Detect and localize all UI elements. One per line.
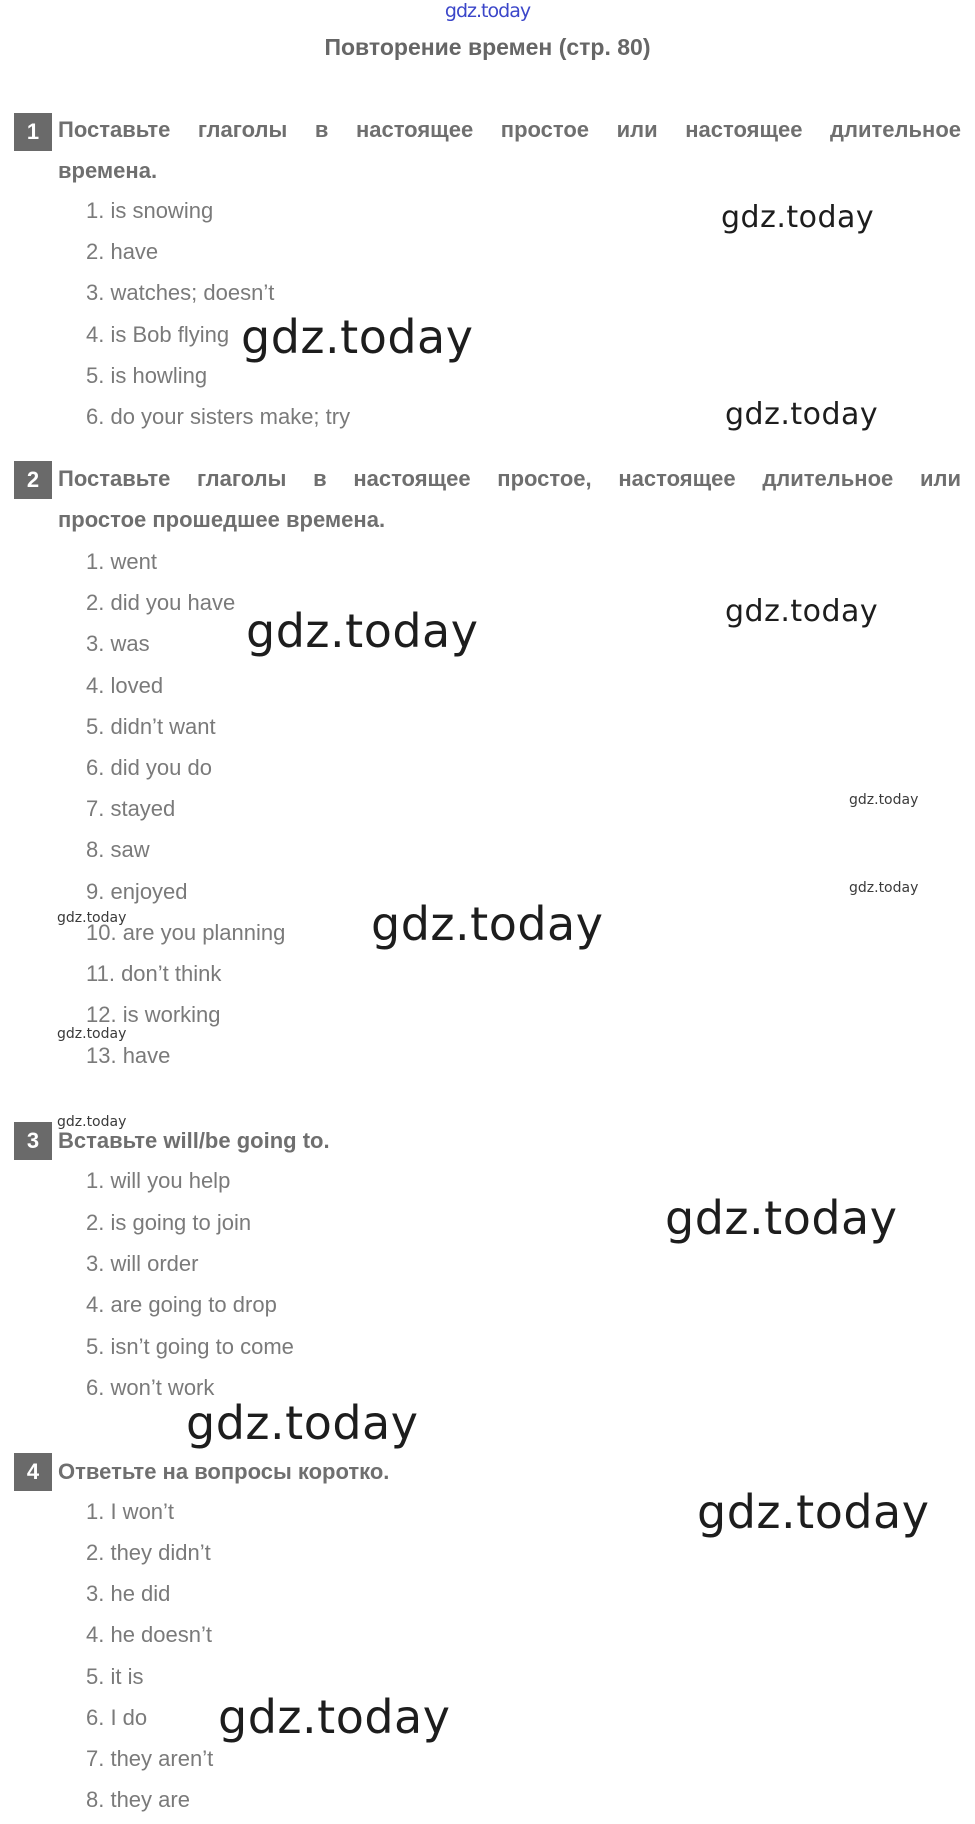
task-title-continued: простое прошедшее времена. xyxy=(58,507,386,532)
watermark: gdz.today xyxy=(721,200,875,235)
watermark: gdz.today xyxy=(218,1690,451,1744)
answer-item: 11. don’t think xyxy=(86,961,222,986)
answer-item: 12. is working xyxy=(86,1002,221,1027)
task-number-badge: 2 xyxy=(14,461,52,499)
task-title: Поставьте глаголы в настоящее простое, настоящее длительное или xyxy=(58,466,961,491)
watermark: gdz.today xyxy=(57,1114,127,1130)
watermark: gdz.today xyxy=(371,897,604,951)
watermark: gdz.today xyxy=(665,1191,898,1245)
task-title-continued: времена. xyxy=(58,158,158,183)
answer-item: 8. saw xyxy=(86,837,150,862)
watermark: gdz.today xyxy=(246,604,479,658)
answer-item: 3. watches; doesn’t xyxy=(86,280,275,305)
answer-item: 2. is going to join xyxy=(86,1210,252,1235)
answer-item: 4. is Bob flying xyxy=(86,322,230,347)
task-number-badge: 3 xyxy=(14,1122,52,1160)
watermark: gdz.today xyxy=(57,910,127,926)
answer-item: 2. they didn’t xyxy=(86,1540,211,1565)
answer-item: 1. will you help xyxy=(86,1168,231,1193)
answer-item: 3. will order xyxy=(86,1251,199,1276)
page-title: Повторение времен (стр. 80) xyxy=(324,34,651,60)
answer-item: 1. is snowing xyxy=(86,198,214,223)
answer-item: 4. are going to drop xyxy=(86,1292,277,1317)
answer-item: 1. went xyxy=(86,549,157,574)
answer-item: 4. loved xyxy=(86,673,164,698)
answer-item: 6. do your sisters make; try xyxy=(86,404,351,429)
site-logo[interactable]: gdz.today xyxy=(444,0,531,22)
answer-item: 1. I won’t xyxy=(86,1499,175,1524)
watermark: gdz.today xyxy=(57,1026,127,1042)
watermark: gdz.today xyxy=(697,1485,930,1539)
watermark: gdz.today xyxy=(725,397,879,432)
answer-item: 10. are you planning xyxy=(86,920,286,945)
task-title: Поставьте глаголы в настоящее простое или настоящее длительное xyxy=(58,117,961,142)
task-title: Ответьте на вопросы коротко. xyxy=(58,1459,390,1484)
answer-item: 6. I do xyxy=(86,1705,148,1730)
answer-item: 9. enjoyed xyxy=(86,879,188,904)
answer-item: 3. was xyxy=(86,631,150,656)
answer-item: 6. did you do xyxy=(86,755,212,780)
answer-item: 13. have xyxy=(86,1043,171,1068)
answer-item: 7. they aren’t xyxy=(86,1746,214,1771)
watermark: gdz.today xyxy=(849,880,919,896)
answer-item: 8. they are xyxy=(86,1787,190,1812)
watermark: gdz.today xyxy=(725,594,879,629)
task-title: Вставьте will/be going to. xyxy=(58,1128,330,1153)
answer-item: 2. have xyxy=(86,239,159,264)
answer-item: 7. stayed xyxy=(86,796,176,821)
answer-item: 5. is howling xyxy=(86,363,208,388)
answer-item: 2. did you have xyxy=(86,590,236,615)
watermark: gdz.today xyxy=(186,1396,419,1450)
answer-item: 3. he did xyxy=(86,1581,171,1606)
watermark: gdz.today xyxy=(849,792,919,808)
watermark: gdz.today xyxy=(241,310,474,364)
task-number-badge: 4 xyxy=(14,1453,52,1491)
answer-item: 5. didn’t want xyxy=(86,714,216,739)
answer-item: 5. it is xyxy=(86,1664,144,1689)
answer-item: 6. won’t work xyxy=(86,1375,215,1400)
answer-item: 5. isn’t going to come xyxy=(86,1334,294,1359)
task-number-badge: 1 xyxy=(14,113,52,151)
answer-item: 4. he doesn’t xyxy=(86,1622,212,1647)
